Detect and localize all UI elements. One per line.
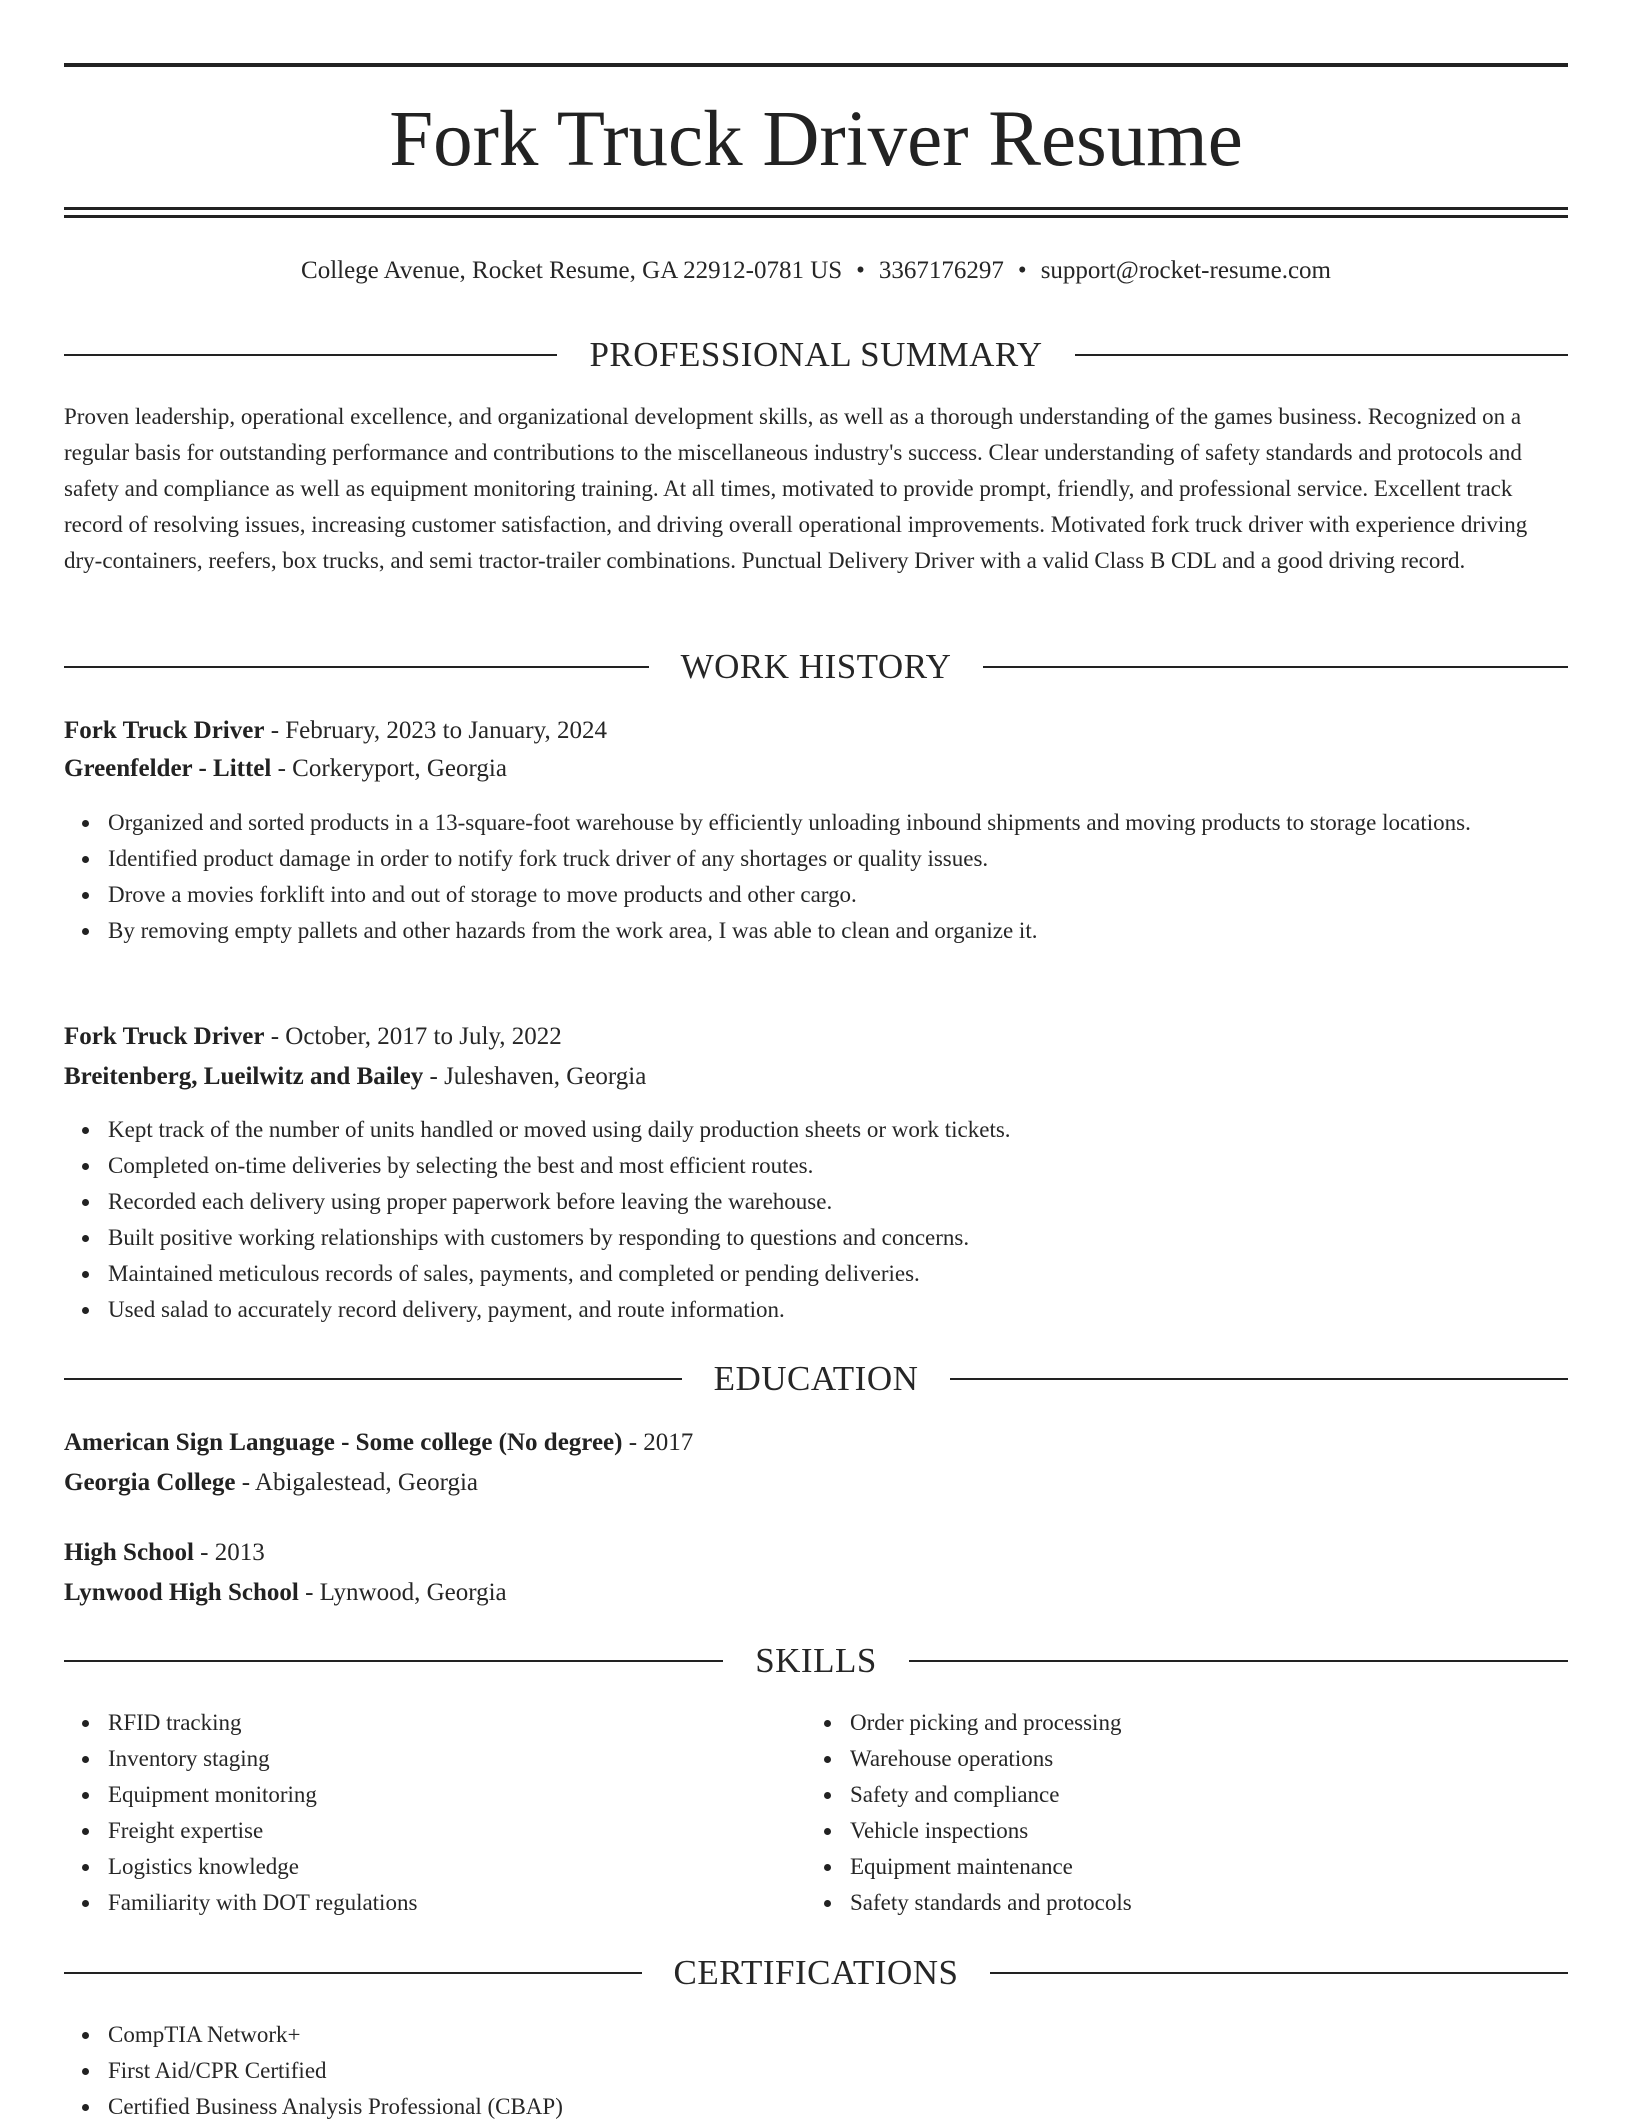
summary-text: Proven leadership, operational excellence, and organizational development skills, as well as a thorough understanding of the games business. Recognized on a regular basis for outstanding performance and contributions to the miscellaneous industry's success. Clear understanding of safety standards and protocols and safety and compliance as well as equipment monitoring training. At all times, motivated to provide prompt, friendly, and professional service. Excellent track record of resolving issues, increasing customer satisfaction, and driving overall operational improvements. Motivated fork truck driver with experience driving dry-containers, reefers, box trucks, and semi tractor-trailer combinations. Punctual Delivery Driver with a valid Class B CDL and a good driving record. (64, 404, 1528, 573)
certification-item: Certified Business Analysis Professional (CBAP) (108, 2089, 1568, 2125)
section-header-education (64, 1357, 1568, 1401)
skill-item: Inventory staging (108, 1741, 808, 1777)
section-rule (909, 1660, 1568, 1662)
section-rule (990, 1972, 1568, 1974)
header-top-rule (64, 63, 1568, 67)
list-item: Maintained meticulous records of sales, payments, and completed or pending deliveries. (108, 1256, 1568, 1292)
job-bullets (64, 805, 1568, 949)
section-rule (64, 1972, 642, 1974)
header-bottom-rule (64, 207, 1568, 210)
list-item: Identified product damage in order to notify fork truck driver of any shortages or quality issues. (108, 841, 1568, 877)
skill-item: Equipment monitoring (108, 1777, 808, 1813)
job-dates: - October, 2017 to July, 2022 (264, 1023, 562, 1050)
education-degree-line (64, 1535, 1568, 1571)
skill-item: Vehicle inspections (850, 1813, 1550, 1849)
section-rule (64, 1660, 723, 1662)
job-employer: Breitenberg, Lueilwitz and Bailey (64, 1063, 424, 1090)
resume-title: Fork Truck Driver Resume (389, 96, 1243, 183)
skill-item: Safety and compliance (850, 1777, 1550, 1813)
contact-separator: • (1017, 257, 1027, 284)
certification-item: CompTIA Network+ (108, 2017, 1568, 2053)
section-title: EDUCATION (713, 1359, 919, 1398)
section-rule (64, 354, 557, 356)
section-title: WORK HISTORY (680, 647, 952, 686)
job-title: Fork Truck Driver (64, 717, 265, 744)
contact-separator: • (856, 257, 865, 284)
education-school: Lynwood High School (64, 1579, 299, 1606)
education-year: - 2017 (622, 1429, 694, 1456)
job-location: - Juleshaven, Georgia (423, 1063, 647, 1090)
certifications-list (64, 2017, 1568, 2125)
education-school-line (64, 1575, 1568, 1611)
list-item: Kept track of the number of units handled or moved using daily production sheets or work tickets. (108, 1112, 1568, 1148)
education-location: - Abigalestead, Georgia (235, 1469, 479, 1496)
section-rule (1075, 354, 1568, 356)
section-rule (64, 1378, 682, 1380)
job-employer: Greenfelder - Littel (64, 755, 272, 782)
contact-phone: 3367176297 (878, 257, 1004, 284)
section-header-summary (64, 333, 1568, 377)
skill-item: Equipment maintenance (850, 1849, 1550, 1885)
list-item: Built positive working relationships with customers by responding to questions and concerns. (108, 1220, 1568, 1256)
list-item: Organized and sorted products in a 13-square-foot warehouse by efficiently unloading inbound shipments and moving products to storage locations. (108, 805, 1568, 841)
education-degree: High School (64, 1539, 194, 1566)
job-title-line (64, 713, 1568, 749)
job-title: Fork Truck Driver (64, 1023, 265, 1050)
contact-email: support@rocket-resume.com (1040, 257, 1331, 284)
header-bottom-rule-2 (64, 215, 1568, 218)
skill-item: Logistics knowledge (108, 1849, 808, 1885)
list-item: Completed on-time deliveries by selecting the best and most efficient routes. (108, 1148, 1568, 1184)
list-item: By removing empty pallets and other hazards from the work area, I was able to clean and organize it. (108, 913, 1568, 949)
section-title: CERTIFICATIONS (673, 1953, 959, 1992)
certification-item: First Aid/CPR Certified (108, 2053, 1568, 2089)
skills-list-right (806, 1705, 1550, 1921)
skill-item: Order picking and processing (850, 1705, 1550, 1741)
job-location: - Corkeryport, Georgia (271, 755, 507, 782)
contact-line (64, 254, 1568, 288)
education-school-line (64, 1465, 1568, 1501)
section-title: SKILLS (755, 1641, 877, 1680)
education-year: - 2013 (193, 1539, 265, 1566)
education-location: - Lynwood, Georgia (298, 1579, 507, 1606)
section-header-certifications (64, 1951, 1568, 1995)
skill-item: Freight expertise (108, 1813, 808, 1849)
education-degree-line (64, 1425, 1568, 1461)
section-title: PROFESSIONAL SUMMARY (589, 335, 1043, 374)
skill-item: RFID tracking (108, 1705, 808, 1741)
education-school: Georgia College (64, 1469, 236, 1496)
skills-list-left (64, 1705, 808, 1921)
section-rule (64, 666, 649, 668)
section-header-skills (64, 1639, 1568, 1683)
list-item: Recorded each delivery using proper paperwork before leaving the warehouse. (108, 1184, 1568, 1220)
section-rule (983, 666, 1568, 668)
section-rule (950, 1378, 1568, 1380)
education-degree: American Sign Language - Some college (No degree) (64, 1429, 623, 1456)
skill-item: Familiarity with DOT regulations (108, 1885, 808, 1921)
job-bullets (64, 1112, 1568, 1328)
job-dates: - February, 2023 to January, 2024 (264, 717, 607, 744)
job-employer-line (64, 751, 1568, 787)
job-title-line (64, 1019, 1568, 1055)
list-item: Used salad to accurately record delivery, payment, and route information. (108, 1292, 1568, 1328)
skill-item: Safety standards and protocols (850, 1885, 1550, 1921)
skill-item: Warehouse operations (850, 1741, 1550, 1777)
contact-address: College Avenue, Rocket Resume, GA 22912-0781 US (301, 257, 843, 284)
list-item: Drove a movies forklift into and out of storage to move products and other cargo. (108, 877, 1568, 913)
job-employer-line (64, 1059, 1568, 1095)
section-header-work-history (64, 645, 1568, 689)
